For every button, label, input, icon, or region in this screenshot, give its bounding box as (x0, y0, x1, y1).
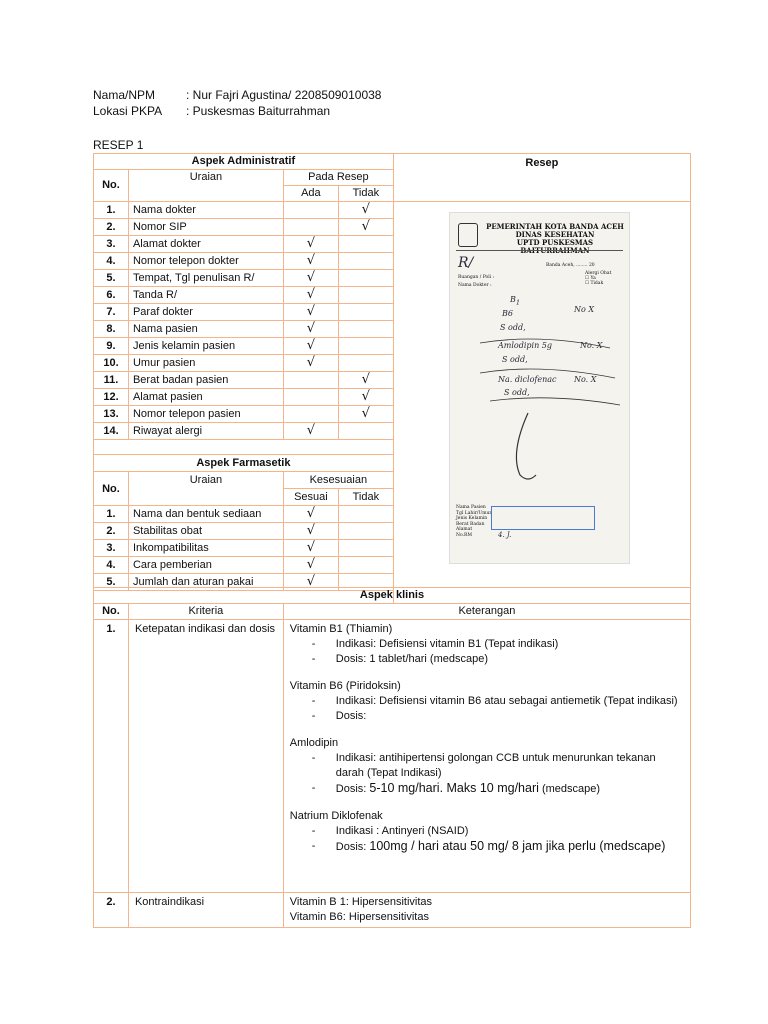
col-pada-resep: Pada Resep (283, 170, 393, 186)
prescription-image: PEMERINTAH KOTA BANDA ACEH DINAS KESEHATAN UPTD PUSKESMAS R/ Banda Aceh, ........ 20 Ruangan / Poli : Nama Dokter : Alergi Obat ☐ Ya ☐ Tidak $B_1$ B6 No X S odd, Amlodipin 5g No. X S odd, Na. diclofenac No. X S odd, Nama Pasien Tgl Lahir/Umur Jenis Kelamin Berat Badan Alamat No.RM 4. J. (449, 212, 630, 564)
resep-title: RESEP 1 (93, 138, 144, 152)
drug-vitamin-b6: Vitamin B6 (Piridoksin) - Indikasi: Defisiensi vitamin B6 atau sebagai antiemetik (Tepat indikasi) - Dosis: (289, 680, 678, 722)
redaction-box (491, 506, 595, 530)
klinis-col-keterangan: Keterangan (283, 604, 690, 620)
col-uraian: Uraian (128, 170, 283, 202)
drug-natrium-diklofenak: Natrium Diklofenak - Indikasi : Antinyeri (NSAID) - Dosis: 100mg / hari atau 50 mg/ 8 jam jika perlu (medscape) (289, 810, 666, 853)
table-row: 4. Nomor telepon dokter √ (94, 253, 691, 270)
keterangan-kontraindikasi: Vitamin B 1: Hipersensitivitas Vitamin B6: Hipersensitivitas (283, 893, 690, 928)
table-row: 1. Ketepatan indikasi dan dosis Vitamin B1 (Thiamin) - Indikasi: Defisiensi vitamin B1 (Tepat indikasi) - Dosis: 1 tablet/hari (medscape) Vitamin B6 (Piridoksin) - Indikasi: Defisiensi vitamin B6 atau sebagai antiemetik (Tepat indikasi) - Dosis: Amlodipin - Indikasi: antihipertensi golongan CCB untuk menurunkan tekanan darah (Tepat Indikasi) - Dosis: 5-10 mg/hari. Maks 10 mg/hari (medscape) Natrium Diklofenak - Indikasi : Antinyeri (NSAID) - Dosis: 100mg / hari atau 50 mg/ 8 jam jika perlu (medscape) (94, 620, 691, 893)
col-tidak: Tidak (338, 186, 393, 202)
farm-col-tidak: Tidak (338, 489, 393, 506)
keterangan-indikasi-dosis (283, 620, 690, 893)
klinis-col-no: No. (94, 604, 129, 620)
drug-vitamin-b1: Vitamin B1 (Thiamin) - Indikasi: Defisiensi vitamin B1 (Tepat indikasi) - Dosis: 1 tablet/hari (medscape) (289, 623, 559, 665)
table-row: 6. Tanda R/ √ (94, 287, 691, 304)
table-row: 2. Nomor SIP √ (94, 219, 691, 236)
table-row: 5. Jumlah dan aturan pakai √ (94, 574, 691, 591)
farm-col-uraian: Uraian (128, 472, 283, 506)
table-row: 2. Stabilitas obat √ (94, 523, 691, 540)
drug-amlodipin: Amlodipin - Indikasi: antihipertensi golongan CCB untuk menurunkan tekanan darah (Tepat Indikasi) - Dosis: 5-10 mg/hari. Maks 10 mg/hari (medscape) (289, 737, 656, 795)
col-no: No. (94, 170, 129, 202)
table-row: 9. Jenis kelamin pasien √ (94, 338, 691, 355)
table-row: 14. Riwayat alergi √ (94, 423, 691, 440)
admin-section-title: Aspek Administratif (94, 154, 394, 170)
col-ada: Ada (283, 186, 338, 202)
location-value: : Puskesmas Baiturrahman (186, 104, 331, 118)
table-row: 3. Alamat dokter √ (94, 236, 691, 253)
table-row: 5. Tempat, Tgl penulisan R/ √ (94, 270, 691, 287)
name-value: : Nur Fajri Agustina/ 2208509010038 (186, 88, 382, 102)
table-row: 1. Nama dokter √ (94, 202, 691, 219)
table-row: 13. Nomor telepon pasien √ (94, 406, 691, 423)
table-row: 10. Umur pasien √ (94, 355, 691, 372)
rx-symbol: R/ (458, 255, 474, 271)
table-row: 11. Berat badan pasien √ (94, 372, 691, 389)
klinis-table (93, 587, 691, 928)
table-row: 1. Nama dan bentuk sediaan √ (94, 506, 691, 523)
farmasetik-section-title: Aspek Farmasetik (94, 455, 394, 472)
farm-col-no: No. (94, 472, 129, 506)
table-row: 2. Kontraindikasi Vitamin B 1: Hipersensitivitas Vitamin B6: Hipersensitivitas (94, 893, 691, 928)
kriteria-kontraindikasi: Kontraindikasi (128, 893, 283, 928)
klinis-section-title: Aspek klinis (94, 588, 691, 604)
resep-header: Resep (393, 154, 690, 202)
table-row: 8. Nama pasien √ (94, 321, 691, 338)
klinis-col-kriteria: Kriteria (128, 604, 283, 620)
name-label: Nama/NPM (93, 88, 156, 102)
table-row: 4. Cara pemberian √ (94, 557, 691, 574)
kriteria-indikasi-dosis: Ketepatan indikasi dan dosis (128, 620, 283, 893)
farm-col-kesesuaian: Kesesuaian (283, 472, 393, 489)
farm-col-sesuai: Sesuai (283, 489, 338, 506)
location-label: Lokasi PKPA (93, 104, 163, 118)
table-row: 3. Inkompatibilitas √ (94, 540, 691, 557)
location-row (93, 104, 330, 118)
table-row: 7. Paraf dokter √ (94, 304, 691, 321)
student-name-row (93, 88, 381, 102)
table-row: 12. Alamat pasien √ (94, 389, 691, 406)
prescription-heading: PEMERINTAH KOTA BANDA ACEH DINAS KESEHATAN UPTD PUSKESMAS (486, 222, 624, 247)
